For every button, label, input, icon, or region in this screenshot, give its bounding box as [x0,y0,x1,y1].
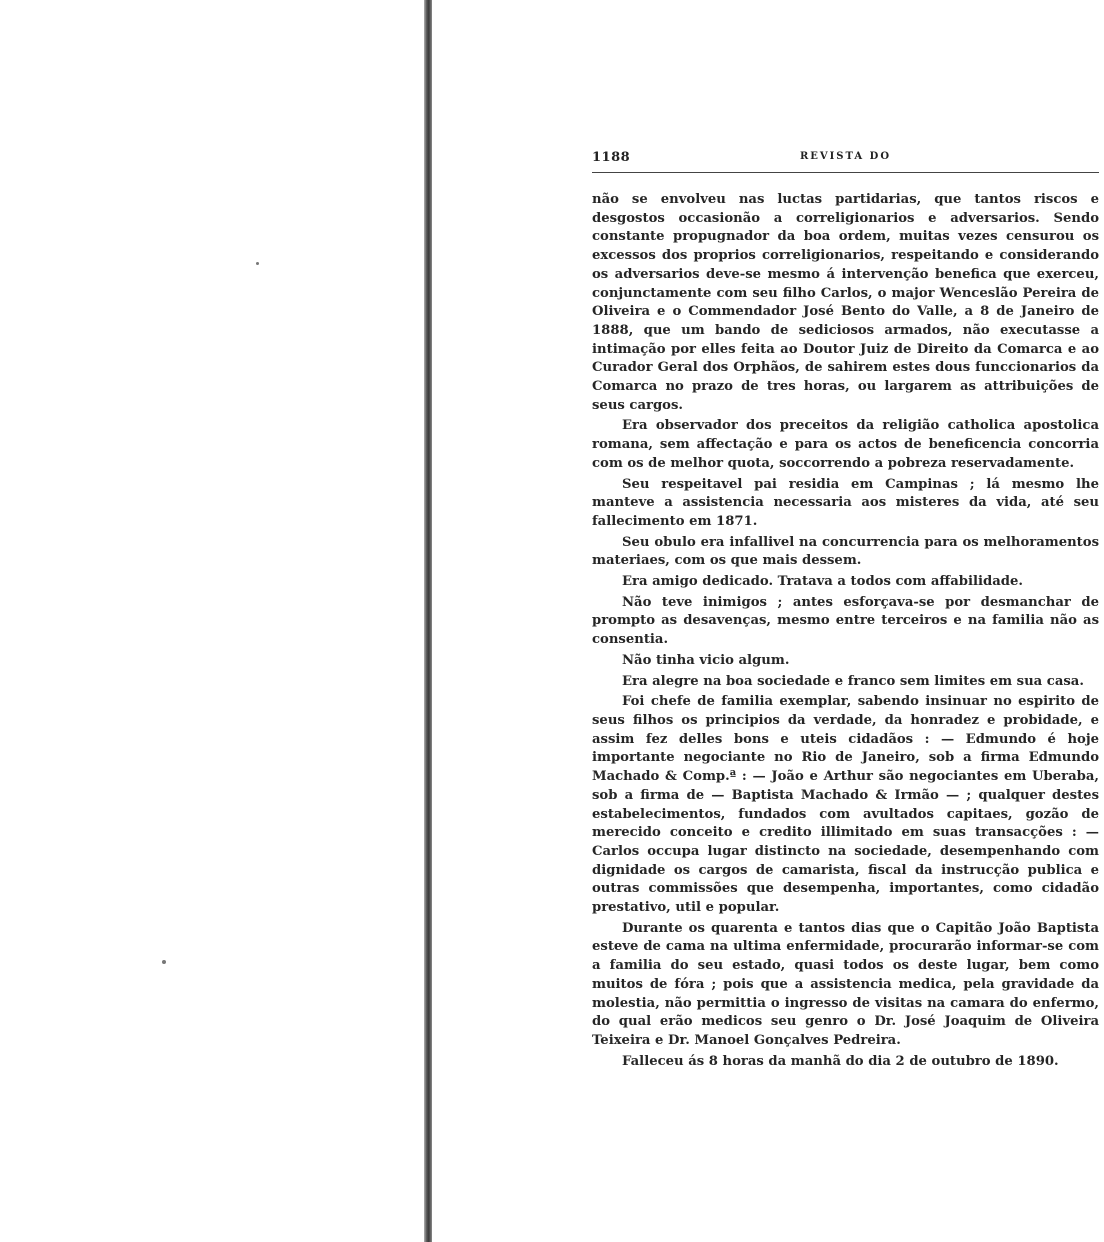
paragraph: Seu obulo era infallivel na concurrencia para os melhoramentos materiaes, com os que mais dessem. [592,534,1099,569]
book-spine [424,0,432,1242]
paragraph: não se envolveu nas luctas partidarias, que tantos riscos e desgostos occasionão a correligionarios e adversarios. Sendo constante propugnador da boa ordem, muitas vezes censurou os excessos dos proprios correligionarios, respeitando e considerando os adversarios deve-se mesmo á intervenção benefica que exerceu, conjunctamente com seu filho Carlos, o major Wenceslão Pereira de Oliveira e o Commendador José Bento do Valle, a 8 de Janeiro de 1888, que um bando de sediciosos armados, não executasse a intimação por elles feita ao Doutor Juiz de Direito da Comarca e ao Curador Geral dos Orphãos, de sahirem estes dous funccionarios da Comarca no prazo de tres horas, ou largarem as attribuições de seus cargos. [592,192,1099,413]
paragraph: Seu respeitavel pai residia em Campinas ; lá mesmo lhe manteve a assistencia necessaria aos misteres da vida, até seu fallecimento em 1871. [592,476,1099,529]
dust-speck [162,960,166,964]
running-title: REVISTA DO [799,151,892,162]
paragraph: Era amigo dedicado. Tratava a todos com affabilidade. [622,574,1023,590]
body-text [592,191,1099,1073]
page-number: 1188 [592,150,631,165]
page-header [592,150,1099,173]
dust-speck [256,262,259,265]
paragraph: Era alegre na boa sociedade e franco sem limites em sua casa. [622,673,1084,689]
paragraph: Durante os quarenta e tantos dias que o Capitão João Baptista esteve de cama na ultima enfermidade, procurarão informar-se com a familia do seu estado, quasi todos os deste lugar, bem como muitos de fóra ; pois que a assistencia medica, pela gravidade da molestia, não permittia o ingresso de visitas na camara do enfermo, do qual erão medicos seu genro o Dr. José Joaquim de Oliveira Teixeira e Dr. Manoel Gonçalves Pedreira. [592,920,1099,1048]
left-page-blank [0,0,424,1242]
paragraph: Era observador dos preceitos da religião catholica apostolica romana, sem affectação e para os actos de beneficencia concorria com os de melhor quota, soccorrendo a pobreza reservadamente. [592,418,1099,471]
paragraph: Não teve inimigos ; antes esforçava-se por desmanchar de prompto as desavenças, mesmo entre terceiros e na familia não as consentia. [592,594,1099,648]
paragraph: Foi chefe de familia exemplar, sabendo insinuar no espirito de seus filhos os principios da verdade, da honradez e probidade, e assim fez delles bons e uteis cidadãos : — Edmundo é hoje importante negociante no Rio de Janeiro, sob a firma Edmundo Machado & Comp.ª : — João e Arthur são negociantes em Uberaba, sob a firma de — Baptista Machado & Irmão — ; qualquer destes estabelecimentos, fundados com avultados capitaes, gozão de merecido conceito e credito illimitado em suas transacções : — Carlos occupa lugar distincto na sociedade, desempenhando com dignidade os cargos de camarista, fiscal da instrucção publica e outras commissões que desempenha, importantes, como cidadão prestativo, util e popular. [592,694,1099,916]
paragraph: Não tinha vicio algum. [622,652,790,668]
paragraph: Falleceu ás 8 horas da manhã do dia 2 de outubro de 1890. [622,1053,1059,1069]
